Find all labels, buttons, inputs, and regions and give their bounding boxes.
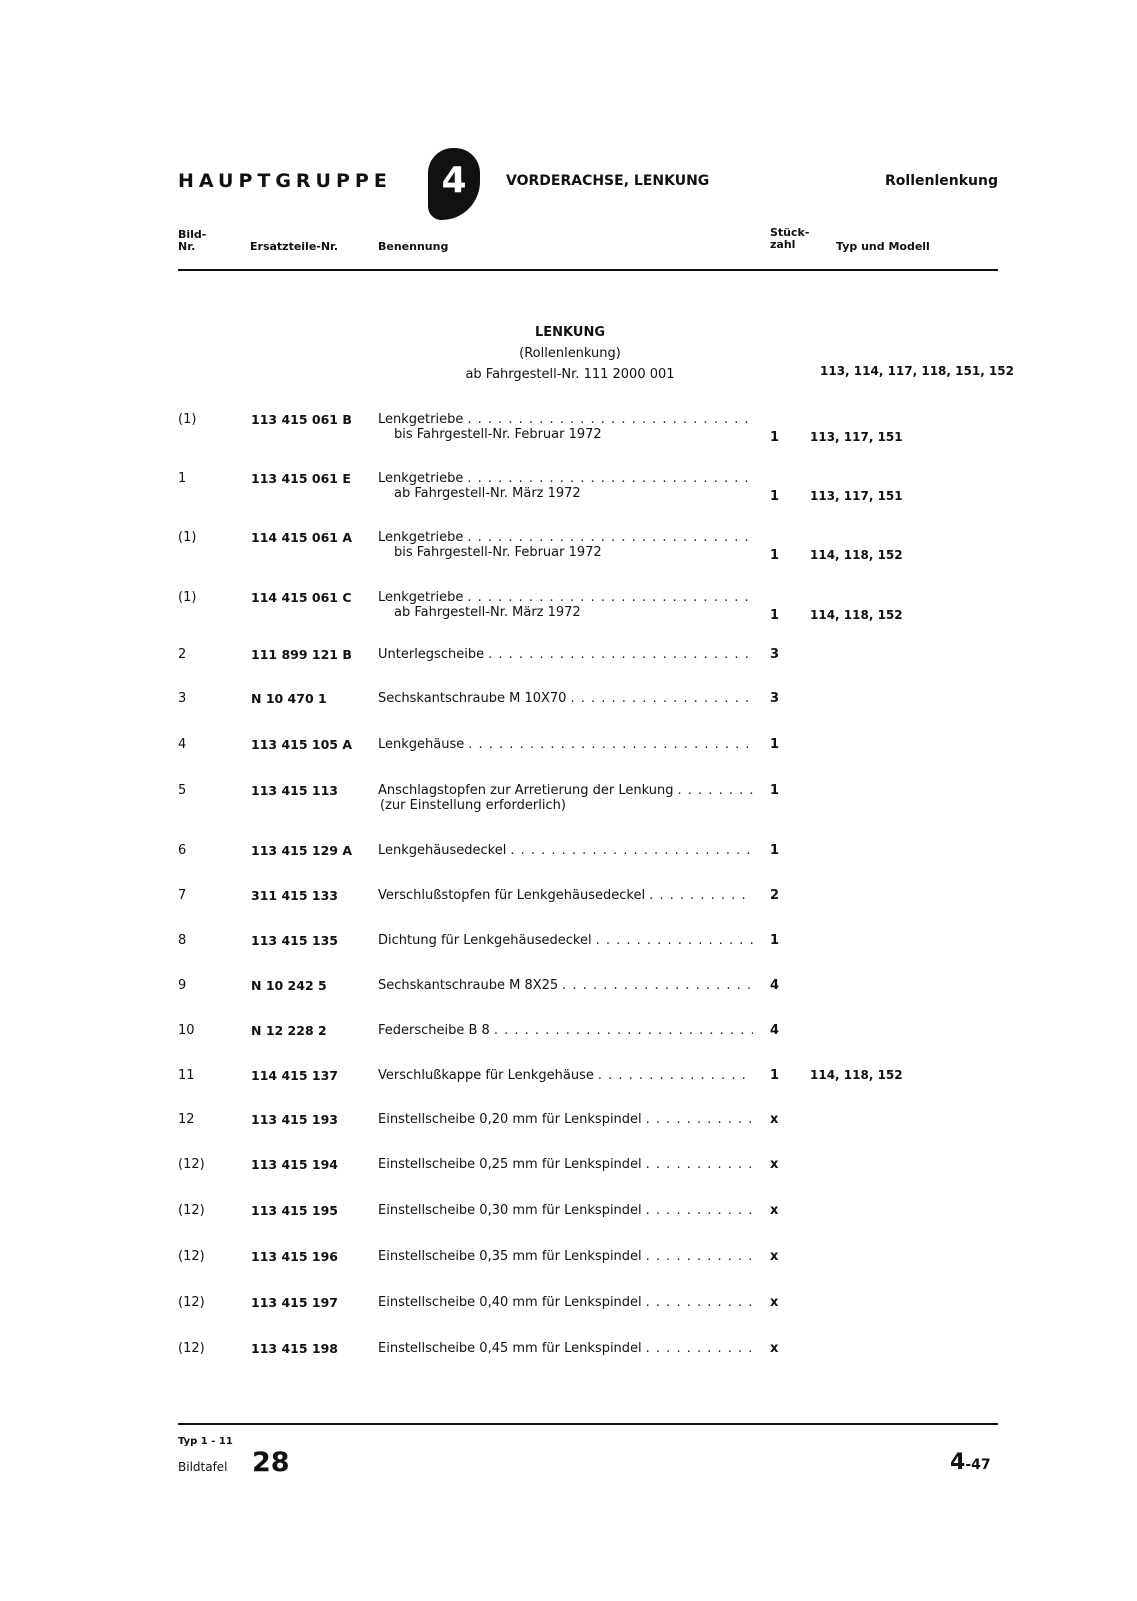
part-number: N 10 242 5 bbox=[251, 978, 327, 993]
description bbox=[378, 1203, 753, 1218]
type-models: 114, 118, 152 bbox=[810, 548, 903, 562]
quantity: 3 bbox=[770, 691, 780, 706]
description-line bbox=[378, 933, 753, 948]
leader-dots bbox=[596, 933, 753, 948]
leader-dots bbox=[646, 1157, 753, 1172]
description-text: Verschlußstopfen für Lenkgehäusedeckel bbox=[378, 888, 646, 903]
leader-dots bbox=[646, 1295, 753, 1310]
part-number: 114 415 137 bbox=[251, 1068, 338, 1083]
description-text: Einstellscheibe 0,45 mm für Lenkspindel bbox=[378, 1341, 642, 1356]
quantity: x bbox=[770, 1249, 779, 1264]
bild-nr: 5 bbox=[178, 783, 187, 798]
footer-typ: Typ 1 - 11 bbox=[178, 1436, 233, 1447]
part-number: 113 415 105 A bbox=[251, 737, 353, 752]
bild-nr: 6 bbox=[178, 843, 187, 858]
bild-nr: (12) bbox=[178, 1341, 205, 1356]
description-line bbox=[378, 1023, 753, 1038]
bild-nr: 4 bbox=[178, 737, 187, 752]
description bbox=[378, 933, 753, 948]
description bbox=[378, 888, 753, 903]
bildtafel-number: 28 bbox=[252, 1447, 290, 1478]
description-line bbox=[378, 1068, 753, 1083]
description-line bbox=[378, 647, 753, 662]
part-number: 113 415 195 bbox=[251, 1203, 338, 1218]
part-number: 113 415 196 bbox=[251, 1249, 338, 1264]
part-number: 113 415 193 bbox=[251, 1112, 338, 1127]
leader-dots bbox=[494, 1023, 753, 1038]
description bbox=[378, 471, 753, 501]
bild-nr: (1) bbox=[178, 412, 197, 427]
leader-dots bbox=[510, 843, 753, 858]
bild-nr: (12) bbox=[178, 1203, 205, 1218]
description-line bbox=[378, 1157, 753, 1172]
leader-dots bbox=[468, 737, 753, 752]
description-line bbox=[378, 412, 753, 427]
description-note: bis Fahrgestell-Nr. Februar 1972 bbox=[394, 545, 602, 560]
bild-nr: (1) bbox=[178, 530, 197, 545]
description bbox=[378, 783, 753, 813]
quantity: x bbox=[770, 1203, 779, 1218]
description bbox=[378, 1112, 753, 1127]
type-models: 114, 118, 152 bbox=[810, 1068, 903, 1082]
quantity: 2 bbox=[770, 888, 780, 903]
description bbox=[378, 978, 753, 993]
column-header-typ-modell: Typ und Modell bbox=[836, 240, 930, 253]
part-number: 113 415 113 bbox=[251, 783, 338, 798]
description bbox=[378, 647, 753, 662]
part-number: 113 415 194 bbox=[251, 1157, 338, 1172]
type-models: 114, 118, 152 bbox=[810, 608, 903, 622]
description bbox=[378, 590, 753, 620]
description-line bbox=[378, 590, 753, 605]
description-text: Dichtung für Lenkgehäusedeckel bbox=[378, 933, 592, 948]
description-text: Einstellscheibe 0,30 mm für Lenkspindel bbox=[378, 1203, 642, 1218]
description-text: Lenkgehäuse bbox=[378, 737, 465, 752]
part-number: 111 899 121 B bbox=[251, 647, 352, 662]
description-text: Lenkgetriebe bbox=[378, 412, 464, 427]
bild-nr: 7 bbox=[178, 888, 187, 903]
description-text: Einstellscheibe 0,35 mm für Lenkspindel bbox=[378, 1249, 642, 1264]
bild-nr: 2 bbox=[178, 647, 187, 662]
quantity: x bbox=[770, 1157, 779, 1172]
group-title: VORDERACHSE, LENKUNG bbox=[506, 173, 710, 189]
quantity: 4 bbox=[770, 1023, 780, 1038]
leader-dots bbox=[646, 1341, 753, 1356]
description-text: Anschlagstopfen zur Arretierung der Lenkung bbox=[378, 783, 674, 798]
description-line bbox=[378, 1249, 753, 1264]
part-number: 113 415 061 E bbox=[251, 471, 351, 486]
description bbox=[378, 412, 753, 442]
description bbox=[378, 1068, 753, 1083]
section-chassis-from: ab Fahrgestell-Nr. 111 2000 001 bbox=[465, 367, 675, 382]
column-header-ersatzteile: Ersatzteile-Nr. bbox=[250, 240, 339, 253]
quantity: x bbox=[770, 1341, 779, 1356]
column-header-benennung: Benennung bbox=[378, 240, 449, 253]
quantity: 1 bbox=[770, 933, 780, 948]
quantity: 1 bbox=[770, 737, 780, 752]
quantity: x bbox=[770, 1295, 779, 1310]
leader-dots bbox=[467, 590, 753, 605]
description-text: Federscheibe B 8 bbox=[378, 1023, 490, 1038]
quantity: 1 bbox=[770, 489, 780, 504]
description-note: (zur Einstellung erforderlich) bbox=[380, 798, 566, 813]
leader-dots bbox=[646, 1249, 753, 1264]
description-line bbox=[378, 843, 753, 858]
leader-dots bbox=[678, 783, 753, 798]
description bbox=[378, 1023, 753, 1038]
part-number: 114 415 061 A bbox=[251, 530, 353, 545]
section-subtitle: (Rollenlenkung) bbox=[519, 346, 621, 361]
part-number: 113 415 061 B bbox=[251, 412, 352, 427]
description bbox=[378, 1341, 753, 1356]
quantity: 1 bbox=[770, 1068, 780, 1083]
description-line bbox=[378, 1203, 753, 1218]
description-text: Einstellscheibe 0,20 mm für Lenkspindel bbox=[378, 1112, 642, 1127]
description-text: Lenkgetriebe bbox=[378, 471, 464, 486]
description-line bbox=[378, 737, 753, 752]
page-number: 4-47 bbox=[950, 1450, 991, 1475]
description bbox=[378, 1157, 753, 1172]
description-text: Lenkgetriebe bbox=[378, 590, 464, 605]
group-number-badge: 4 bbox=[428, 148, 480, 220]
part-number: 311 415 133 bbox=[251, 888, 338, 903]
description-line bbox=[378, 691, 753, 706]
description bbox=[378, 691, 753, 706]
footer-divider bbox=[178, 1423, 998, 1425]
description bbox=[378, 1249, 753, 1264]
bild-nr: 10 bbox=[178, 1023, 195, 1038]
column-header-stueckzahl: Stück- zahl bbox=[770, 226, 810, 251]
leader-dots bbox=[649, 888, 753, 903]
description-line bbox=[378, 471, 753, 486]
description-text: Unterlegscheibe bbox=[378, 647, 485, 662]
description-line bbox=[378, 530, 753, 545]
quantity: x bbox=[770, 1112, 779, 1127]
leader-dots bbox=[467, 412, 753, 427]
bild-nr: 1 bbox=[178, 471, 187, 486]
page-header bbox=[178, 148, 998, 220]
quantity: 1 bbox=[770, 783, 780, 798]
description bbox=[378, 737, 753, 752]
part-number: 113 415 198 bbox=[251, 1341, 338, 1356]
description bbox=[378, 843, 753, 858]
bild-nr: 3 bbox=[178, 691, 187, 706]
leader-dots bbox=[488, 647, 753, 662]
description-note: bis Fahrgestell-Nr. Februar 1972 bbox=[394, 427, 602, 442]
leader-dots bbox=[467, 471, 753, 486]
quantity: 1 bbox=[770, 430, 780, 445]
description-note: ab Fahrgestell-Nr. März 1972 bbox=[394, 605, 581, 620]
description-line bbox=[378, 1295, 753, 1310]
type-models: 113, 117, 151 bbox=[810, 489, 903, 503]
leader-dots bbox=[562, 978, 753, 993]
bild-nr: (12) bbox=[178, 1295, 205, 1310]
leader-dots bbox=[570, 691, 753, 706]
quantity: 1 bbox=[770, 548, 780, 563]
leader-dots bbox=[467, 530, 753, 545]
leader-dots bbox=[646, 1112, 753, 1127]
description-note: ab Fahrgestell-Nr. März 1972 bbox=[394, 486, 581, 501]
quantity: 1 bbox=[770, 843, 780, 858]
part-number: 113 415 135 bbox=[251, 933, 338, 948]
bild-nr: (12) bbox=[178, 1157, 205, 1172]
column-headers bbox=[178, 223, 998, 271]
type-models: 113, 117, 151 bbox=[810, 430, 903, 444]
description-line bbox=[378, 1341, 753, 1356]
bild-nr: 12 bbox=[178, 1112, 195, 1127]
description-line bbox=[378, 783, 753, 798]
description-text: Lenkgehäusedeckel bbox=[378, 843, 507, 858]
hauptgruppe-label: HAUPTGRUPPE bbox=[178, 170, 392, 192]
part-number: N 10 470 1 bbox=[251, 691, 327, 706]
description-text: Sechskantschraube M 10X70 bbox=[378, 691, 567, 706]
description-line bbox=[378, 978, 753, 993]
description-text: Lenkgetriebe bbox=[378, 530, 464, 545]
section-title-main: LENKUNG bbox=[535, 325, 605, 340]
part-number: 114 415 061 C bbox=[251, 590, 352, 605]
bild-nr: 9 bbox=[178, 978, 187, 993]
description bbox=[378, 530, 753, 560]
leader-dots bbox=[598, 1068, 753, 1083]
description-line bbox=[378, 888, 753, 903]
description bbox=[378, 1295, 753, 1310]
part-number: 113 415 197 bbox=[251, 1295, 338, 1310]
quantity: 1 bbox=[770, 608, 780, 623]
description-text: Einstellscheibe 0,40 mm für Lenkspindel bbox=[378, 1295, 642, 1310]
quantity: 3 bbox=[770, 647, 780, 662]
column-header-bild-nr: Bild- Nr. bbox=[178, 228, 207, 253]
section-models: 113, 114, 117, 118, 151, 152 bbox=[820, 364, 1014, 378]
bild-nr: 11 bbox=[178, 1068, 195, 1083]
part-number: N 12 228 2 bbox=[251, 1023, 327, 1038]
description-line bbox=[378, 1112, 753, 1127]
bild-nr: (1) bbox=[178, 590, 197, 605]
bild-nr: 8 bbox=[178, 933, 187, 948]
section-title bbox=[420, 322, 720, 385]
bild-nr: (12) bbox=[178, 1249, 205, 1264]
leader-dots bbox=[646, 1203, 753, 1218]
description-text: Verschlußkappe für Lenkgehäuse bbox=[378, 1068, 594, 1083]
part-number: 113 415 129 A bbox=[251, 843, 353, 858]
description-text: Sechskantschraube M 8X25 bbox=[378, 978, 559, 993]
quantity: 4 bbox=[770, 978, 780, 993]
steering-type-label: Rollenlenkung bbox=[885, 173, 998, 189]
bildtafel-label: Bildtafel bbox=[178, 1460, 228, 1474]
description-text: Einstellscheibe 0,25 mm für Lenkspindel bbox=[378, 1157, 642, 1172]
